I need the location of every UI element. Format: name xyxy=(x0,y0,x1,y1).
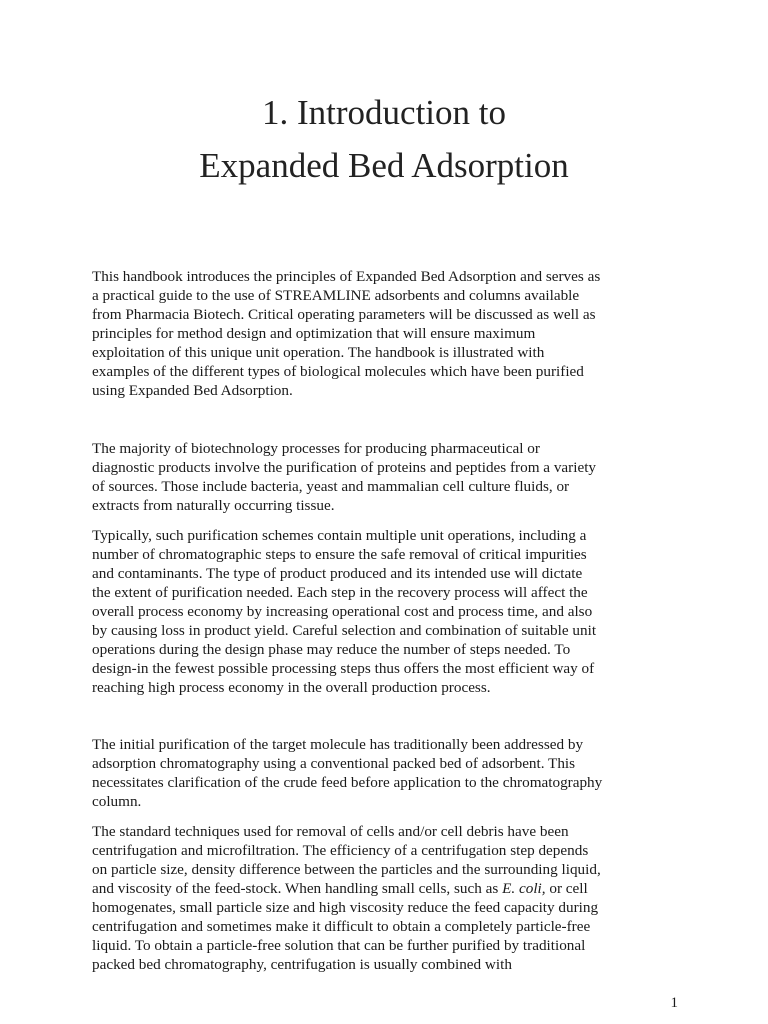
text-line: The standard techniques used for removal of cells and/or cell debris have been xyxy=(92,823,569,840)
paragraph-purification-schemes xyxy=(92,526,692,697)
page-number: 1 xyxy=(670,995,678,1011)
text-line: a practical guide to the use of STREAMLINE adsorbents and columns available xyxy=(92,287,580,304)
text-line: extracts from naturally occurring tissue. xyxy=(92,497,335,514)
text-line: using Expanded Bed Adsorption. xyxy=(92,382,293,399)
text-line: by causing loss in product yield. Careful selection and combination of suitable unit xyxy=(92,622,597,639)
paragraph-biotech-processes xyxy=(92,439,692,515)
chapter-title xyxy=(0,86,768,192)
text-line: number of chromatographic steps to ensure the safe removal of critical impurities xyxy=(92,546,587,563)
paragraph-standard-techniques xyxy=(92,822,692,974)
chapter-title-line-2: Expanded Bed Adsorption xyxy=(199,146,569,185)
text-segment: or cell xyxy=(549,880,588,897)
text-line: of sources. Those include bacteria, yeast and mammalian cell culture fluids, or xyxy=(92,478,570,495)
text-line: packed bed chromatography, centrifugation is usually combined with xyxy=(92,956,512,973)
text-line: column. xyxy=(92,793,142,810)
text-line: the extent of purification needed. Each step in the recovery process will affect the xyxy=(92,584,588,601)
text-line: diagnostic products involve the purification of proteins and peptides from a variety xyxy=(92,459,597,476)
text-line: The majority of biotechnology processes for producing pharmaceutical or xyxy=(92,440,540,457)
chapter-title-line-1: 1. Introduction to xyxy=(262,93,506,132)
text-line: necessitates clarification of the crude feed before application to the chromatography xyxy=(92,774,603,791)
text-line: from Pharmacia Biotech. Critical operating parameters will be discussed as well as xyxy=(92,306,596,323)
text-line: on particle size, density difference between the particles and the surrounding liquid, xyxy=(92,861,601,878)
text-line: This handbook introduces the principles of Expanded Bed Adsorption and serves as xyxy=(92,268,601,285)
text-line: Typically, such purification schemes contain multiple unit operations, including a xyxy=(92,527,587,544)
text-segment: and viscosity of the feed-stock. When handling small cells, such as xyxy=(92,880,499,897)
text-line: design-in the fewest possible processing steps thus offers the most efficient way of xyxy=(92,660,595,677)
text-line: centrifugation and microfiltration. The efficiency of a centrifugation step depends xyxy=(92,842,589,859)
text-line: examples of the different types of biological molecules which have been purified xyxy=(92,363,584,380)
text-line: The initial purification of the target molecule has traditionally been addressed by xyxy=(92,736,584,753)
text-line: exploitation of this unique unit operation. The handbook is illustrated with xyxy=(92,344,545,361)
organism-name: E. coli, xyxy=(502,880,546,897)
paragraph-initial-purification xyxy=(92,735,692,811)
text-line: principles for method design and optimization that will ensure maximum xyxy=(92,325,536,342)
text-line: adsorption chromatography using a conventional packed bed of adsorbent. This xyxy=(92,755,576,772)
text-line: overall process economy by increasing operational cost and process time, and also xyxy=(92,603,593,620)
text-line: and contaminants. The type of product produced and its intended use will dictate xyxy=(92,565,583,582)
text-line: homogenates, small particle size and high viscosity reduce the feed capacity during xyxy=(92,899,599,916)
text-line: liquid. To obtain a particle-free solution that can be further purified by traditional xyxy=(92,937,586,954)
text-line-with-italic xyxy=(92,879,692,898)
text-line: reaching high process economy in the overall production process. xyxy=(92,679,491,696)
paragraph-intro xyxy=(92,267,692,400)
text-line: centrifugation and sometimes make it difficult to obtain a completely particle-free xyxy=(92,918,591,935)
text-line: operations during the design phase may reduce the number of steps needed. To xyxy=(92,641,571,658)
